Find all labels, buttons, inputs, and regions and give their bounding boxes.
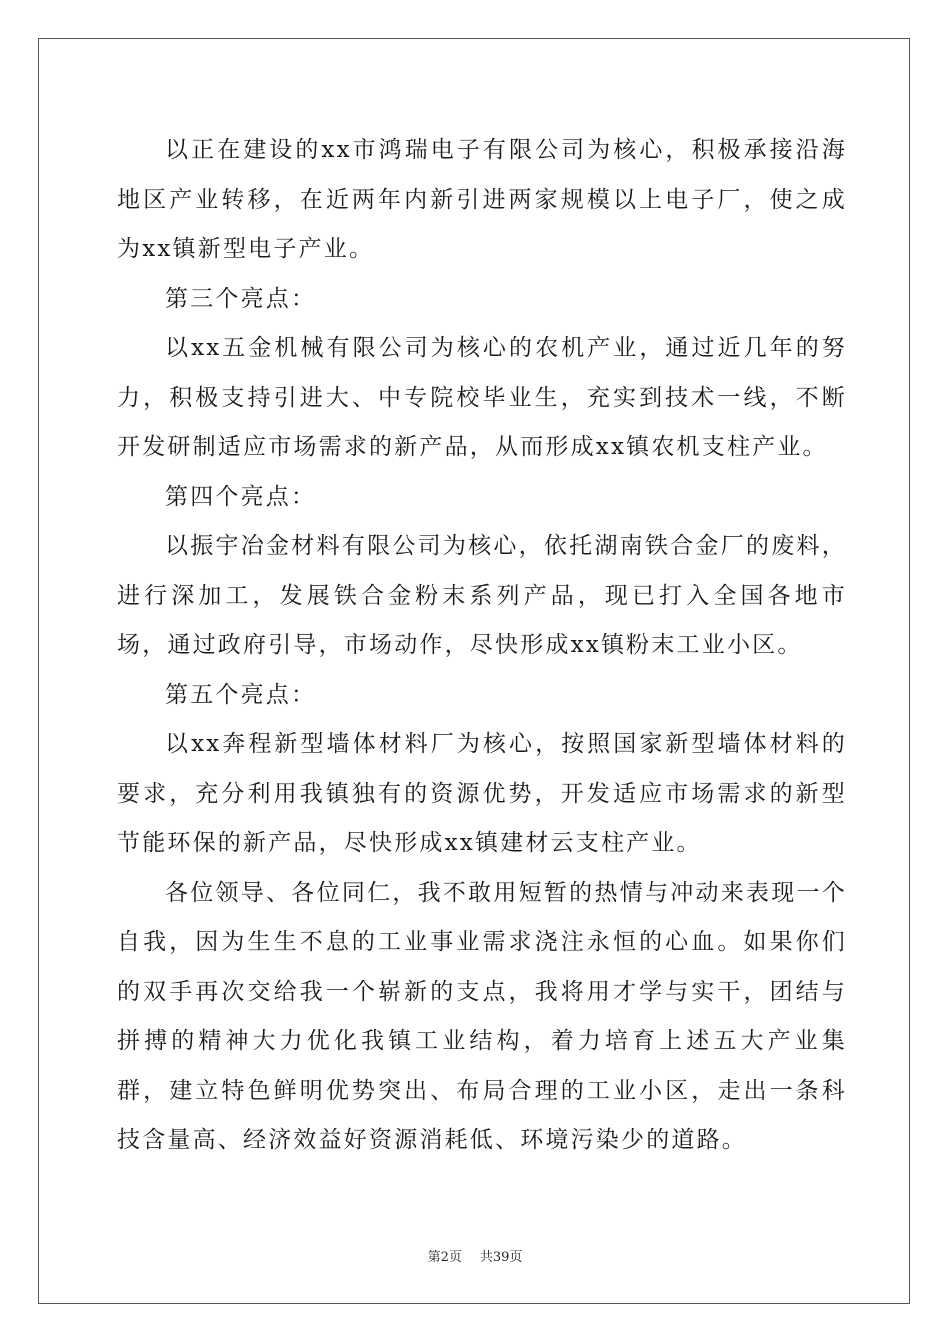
paragraph-closing: 各位领导、各位同仁，我不敢用短暂的热情与冲动来表现一个自我，因为生生不息的工业事业需求浇注永恒的心血。如果你们的双手再次交给我一个崭新的支点，我将用才学与实干，团结与拼搏的精神大力优化我镇工业结构，着力培育上述五大产业集群，建立特色鲜明优势突出、布局合理的工业小区，走出一条科技含量高、经济效益好资源消耗低、环境污染少的道路。 <box>117 879 847 1153</box>
heading-fourth-highlight: 第四个亮点： <box>165 483 317 510</box>
heading-fifth-highlight: 第五个亮点： <box>165 681 317 708</box>
document-body <box>117 126 847 1166</box>
heading-third-highlight: 第三个亮点： <box>165 285 317 312</box>
page-total: 共39页 <box>479 1250 523 1265</box>
page-number: 第2页 <box>427 1250 462 1265</box>
paragraph-agricultural-machinery: 以xx五金机械有限公司为核心的农机产业，通过近几年的努力，积极支持引进大、中专院校毕业生，充实到技术一线，不断开发研制适应市场需求的新产品，从而形成xx镇农机支柱产业。 <box>117 335 847 460</box>
page-footer <box>0 1246 950 1265</box>
paragraph-electronics: 以正在建设的xx市鸿瑞电子有限公司为核心，积极承接沿海地区产业转移，在近两年内新引进两家规模以上电子厂，使之成为xx镇新型电子产业。 <box>117 137 847 262</box>
paragraph-metallurgy: 以振宇冶金材料有限公司为核心，依托湖南铁合金厂的废料，进行深加工，发展铁合金粉末系列产品，现已打入全国各地市场，通过政府引导，市场动作，尽快形成xx镇粉末工业小区。 <box>117 533 847 658</box>
paragraph-building-materials: 以xx奔程新型墙体材料厂为核心，按照国家新型墙体材料的要求，充分利用我镇独有的资源优势，开发适应市场需求的新型节能环保的新产品，尽快形成xx镇建材云支柱产业。 <box>117 731 847 856</box>
